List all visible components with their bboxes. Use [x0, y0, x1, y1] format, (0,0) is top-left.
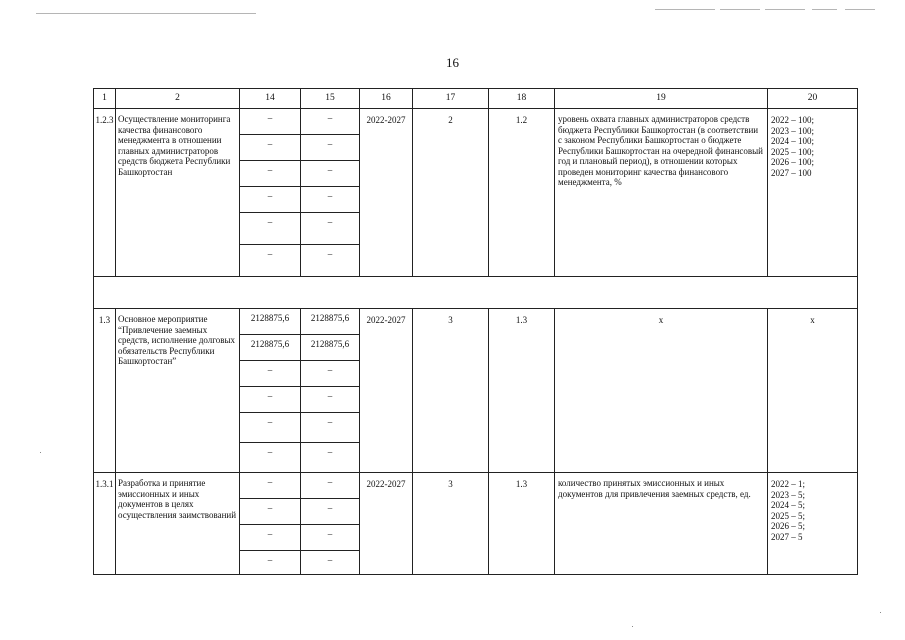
header-cell: 2: [116, 89, 240, 109]
value-col14: –: [240, 213, 301, 245]
row-col18: 1.3: [489, 473, 555, 575]
row-name: Осуществление мониторинга качества финансового менеджмента в отношении главных администраторов средств бюджета Республики Башкортостан: [116, 109, 240, 277]
row-indicator: уровень охвата главных администраторов средств бюджета Республики Башкортостан (в соответствии с законом Республики Башкортостан о бюджете Республики Башкортостан на очередной финансовый год и плановый период), в отношении которых проведен мониторинг качества финансового менеджмента, %: [555, 109, 768, 277]
value-col14: –: [240, 187, 301, 213]
value-col15: –: [301, 499, 360, 525]
row-col18: 1.3: [489, 309, 555, 473]
scan-artifact-line: [36, 13, 256, 14]
value-col15: 2128875,6: [301, 309, 360, 335]
value-col15: –: [301, 213, 360, 245]
row-targets: [768, 109, 858, 277]
value-col14: –: [240, 161, 301, 187]
value-col14: –: [240, 413, 301, 443]
value-col14: –: [240, 387, 301, 413]
value-col15: 2128875,6: [301, 335, 360, 361]
header-cell: 16: [360, 89, 413, 109]
row-code: 1.2.3: [94, 109, 116, 277]
value-col15: –: [301, 443, 360, 473]
header-cell: 14: [240, 89, 301, 109]
row-code: 1.3.1: [94, 473, 116, 575]
table-row: [94, 109, 858, 135]
target-value: 2022 – 100;: [771, 115, 815, 125]
value-col15: –: [301, 387, 360, 413]
header-cell: 17: [413, 89, 489, 109]
row-col17: 2: [413, 109, 489, 277]
target-value: 2026 – 5;: [771, 521, 806, 531]
value-col15: –: [301, 109, 360, 135]
value-col15: –: [301, 551, 360, 575]
target-value: 2024 – 100;: [771, 136, 815, 146]
table-row: [94, 309, 858, 335]
value-col14: –: [240, 109, 301, 135]
value-col15: –: [301, 135, 360, 161]
row-period: 2022-2027: [360, 309, 413, 473]
header-cell: 18: [489, 89, 555, 109]
table-row: [94, 473, 858, 499]
row-indicator: количество принятых эмиссионных и иных документов для привлечения заемных средств, ед.: [555, 473, 768, 575]
scan-artifact-line: [845, 9, 875, 10]
value-col14: –: [240, 135, 301, 161]
target-value: 2026 – 100;: [771, 157, 815, 167]
value-col14: –: [240, 473, 301, 499]
table-header-row: [94, 89, 858, 109]
scan-speck: [632, 626, 633, 627]
row-targets: [768, 473, 858, 575]
separator-cell: [94, 277, 858, 309]
header-cell: 20: [768, 89, 858, 109]
value-col15: –: [301, 187, 360, 213]
target-value: 2025 – 100;: [771, 146, 815, 157]
scan-speck: [40, 452, 41, 453]
value-col15: –: [301, 473, 360, 499]
row-code: 1.3: [94, 309, 116, 473]
value-col14: –: [240, 499, 301, 525]
row-name: Основное мероприятие “Привлечение заемных средств, исполнение долговых обязательств Республики Башкортостан”: [116, 309, 240, 473]
scan-speck: [880, 612, 881, 613]
page-number: 16: [446, 55, 459, 70]
separator-row: [94, 277, 858, 309]
value-col15: –: [301, 413, 360, 443]
row-indicator: x: [555, 309, 768, 473]
value-col14: –: [240, 245, 301, 277]
value-col14: –: [240, 551, 301, 575]
row-period: 2022-2027: [360, 473, 413, 575]
row-period: 2022-2027: [360, 109, 413, 277]
value-col14: –: [240, 361, 301, 387]
value-col14: 2128875,6: [240, 335, 301, 361]
value-col15: –: [301, 161, 360, 187]
row-col18: 1.2: [489, 109, 555, 277]
value-col14: 2128875,6: [240, 309, 301, 335]
target-value: 2023 – 100;: [771, 125, 815, 136]
target-value: 2027 – 100: [771, 167, 812, 178]
header-cell: 19: [555, 89, 768, 109]
scan-artifact-line: [812, 9, 837, 10]
header-cell: 1: [94, 89, 116, 109]
target-value: 2025 – 5;: [771, 510, 806, 521]
scan-artifact-line: [720, 9, 760, 10]
row-col17: 3: [413, 473, 489, 575]
value-col15: –: [301, 245, 360, 277]
value-col14: –: [240, 525, 301, 551]
value-col14: –: [240, 443, 301, 473]
target-value: 2024 – 5;: [771, 500, 806, 510]
data-table: [93, 88, 858, 575]
scan-artifact-line: [765, 9, 805, 10]
target-value: 2022 – 1;: [771, 479, 806, 489]
target-value: 2027 – 5: [771, 531, 803, 542]
target-value: 2023 – 5;: [771, 489, 806, 500]
row-col17: 3: [413, 309, 489, 473]
row-targets: x: [768, 309, 858, 473]
row-name: Разработка и принятие эмиссионных и иных документов в целях осуществления заимствований: [116, 473, 240, 575]
scan-artifact-line: [655, 9, 715, 10]
value-col15: –: [301, 361, 360, 387]
value-col15: –: [301, 525, 360, 551]
header-cell: 15: [301, 89, 360, 109]
